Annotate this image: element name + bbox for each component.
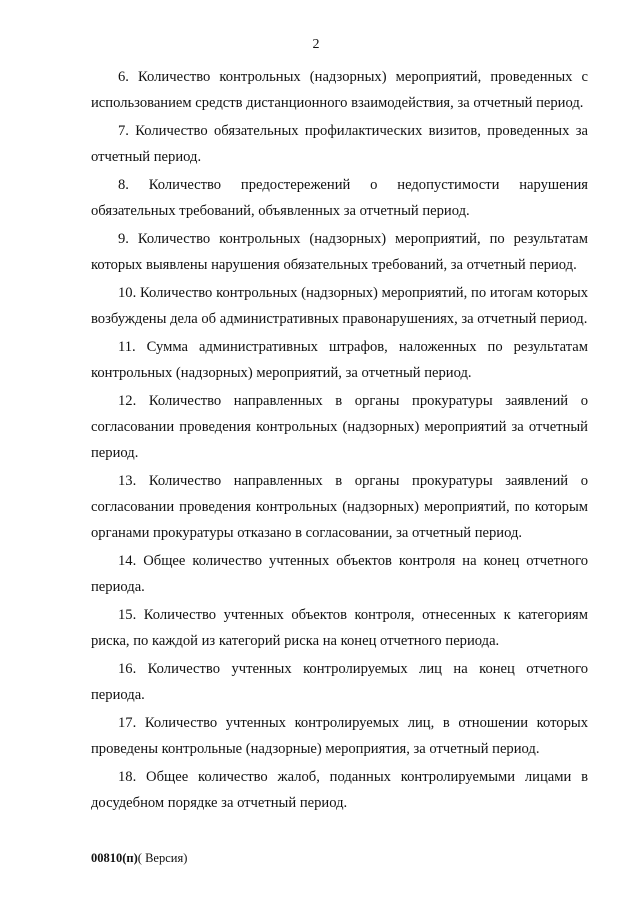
paragraph-item-14: 14. Общее количество учтенных объектов контроля на конец отчетного периода. <box>91 553 588 595</box>
page-number: 2 <box>312 37 320 52</box>
document-body <box>91 64 588 818</box>
document-code: 00810(п) <box>91 851 138 865</box>
paragraph-item-17: 17. Количество учтенных контролируемых лиц, в отношении которых проведены контрольные (надзорные) мероприятия, за отчетный период. <box>91 715 588 757</box>
paragraph-item-12: 12. Количество направленных в органы прокуратуры заявлений о согласовании проведения контрольных (надзорных) мероприятий за отчетный период. <box>91 393 588 461</box>
document-version: ( Версия) <box>137 851 188 865</box>
document-footer <box>91 851 187 866</box>
paragraph-item-7: 7. Количество обязательных профилактических визитов, проведенных за отчетный период. <box>91 123 588 165</box>
paragraph-item-18: 18. Общее количество жалоб, поданных контролируемыми лицами в досудебном порядке за отчетный период. <box>91 769 588 811</box>
paragraph-item-16: 16. Количество учтенных контролируемых лиц на конец отчетного периода. <box>91 661 588 703</box>
paragraph-item-8: 8. Количество предостережений о недопустимости нарушения обязательных требований, объявленных за отчетный период. <box>91 177 588 219</box>
paragraph-item-10: 10. Количество контрольных (надзорных) мероприятий, по итогам которых возбуждены дела об административных правонарушениях, за отчетный период. <box>91 285 588 327</box>
paragraph-item-6: 6. Количество контрольных (надзорных) мероприятий, проведенных с использованием средств дистанционного взаимодействия, за отчетный период. <box>91 69 588 111</box>
paragraph-item-9: 9. Количество контрольных (надзорных) мероприятий, по результатам которых выявлены нарушения обязательных требований, за отчетный период. <box>91 231 588 273</box>
paragraph-item-11: 11. Сумма административных штрафов, наложенных по результатам контрольных (надзорных) мероприятий, за отчетный период. <box>91 339 588 381</box>
paragraph-item-15: 15. Количество учтенных объектов контроля, отнесенных к категориям риска, по каждой из категорий риска на конец отчетного периода. <box>91 607 588 649</box>
paragraph-item-13: 13. Количество направленных в органы прокуратуры заявлений о согласовании проведения контрольных (надзорных) мероприятий, по которым органами прокуратуры отказано в согласовании, за отчетный период. <box>91 473 588 541</box>
